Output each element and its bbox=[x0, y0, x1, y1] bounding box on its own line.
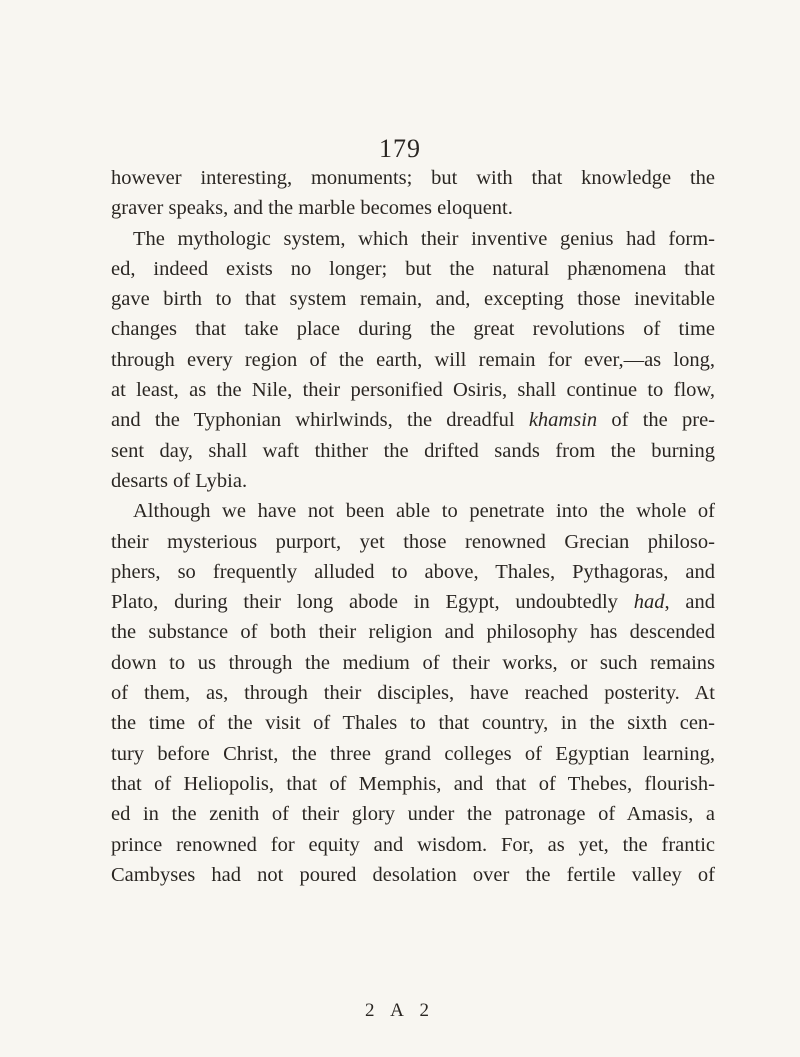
text-line: phers, so frequently alluded to above, Thales, Pythagoras, and bbox=[111, 560, 715, 583]
text-line: The mythologic system, which their inventive genius had form- bbox=[133, 227, 715, 250]
text-line: desarts of Lybia. bbox=[111, 469, 248, 492]
text-line: at least, as the Nile, their personified Osiris, shall continue to flow, bbox=[111, 379, 715, 402]
text-line: Cambyses had not poured desolation over the fertile valley of bbox=[111, 863, 715, 886]
text-fragment: and the Typhonian whirlwinds, the dreadful bbox=[111, 409, 529, 432]
text-line: ed in the zenith of their glory under the patronage of Amasis, a bbox=[111, 803, 715, 826]
page-number: 179 bbox=[379, 134, 421, 163]
text-line: through every region of the earth, will remain for ever,—as long, bbox=[111, 348, 715, 371]
text-line: gave birth to that system remain, and, excepting those inevitable bbox=[111, 288, 715, 311]
text-line: the substance of both their religion and philosophy has descended bbox=[111, 621, 715, 644]
printer-signature: 2 A 2 bbox=[364, 1000, 436, 1021]
text-fragment: of the pre- bbox=[597, 409, 716, 432]
text-line: however interesting, monuments; but with that knowledge the bbox=[111, 167, 715, 189]
text-line: their mysterious purport, yet those renowned Grecian philoso- bbox=[111, 530, 715, 553]
text-fragment: , and bbox=[664, 591, 715, 614]
text-line: prince renowned for equity and wisdom. For, as yet, the frantic bbox=[111, 833, 715, 856]
text-line: changes that take place during the great revolutions of time bbox=[111, 318, 715, 341]
body-text bbox=[111, 163, 715, 890]
text-fragment: Plato, during their long abode in Egypt, undoubtedly bbox=[111, 591, 634, 614]
italic-word: khamsin bbox=[528, 409, 598, 432]
text-line: of them, as, through their disciples, have reached posterity. At bbox=[111, 682, 715, 705]
text-line: graver speaks, and the marble becomes eloquent. bbox=[111, 197, 513, 220]
text-line: Although we have not been able to penetrate into the whole of bbox=[133, 500, 715, 523]
text-line: that of Heliopolis, that of Memphis, and that of Thebes, flourish- bbox=[111, 772, 715, 795]
italic-word: had bbox=[633, 591, 665, 614]
text-line: ed, indeed exists no longer; but the natural phænomena that bbox=[111, 257, 715, 280]
text-line: the time of the visit of Thales to that country, in the sixth cen- bbox=[111, 712, 715, 735]
text-line bbox=[111, 405, 715, 435]
text-line: tury before Christ, the three grand colleges of Egyptian learning, bbox=[111, 742, 715, 765]
text-line: sent day, shall waft thither the drifted sands from the burning bbox=[111, 439, 715, 462]
text-line bbox=[111, 587, 715, 617]
text-line: down to us through the medium of their works, or such remains bbox=[111, 651, 715, 674]
